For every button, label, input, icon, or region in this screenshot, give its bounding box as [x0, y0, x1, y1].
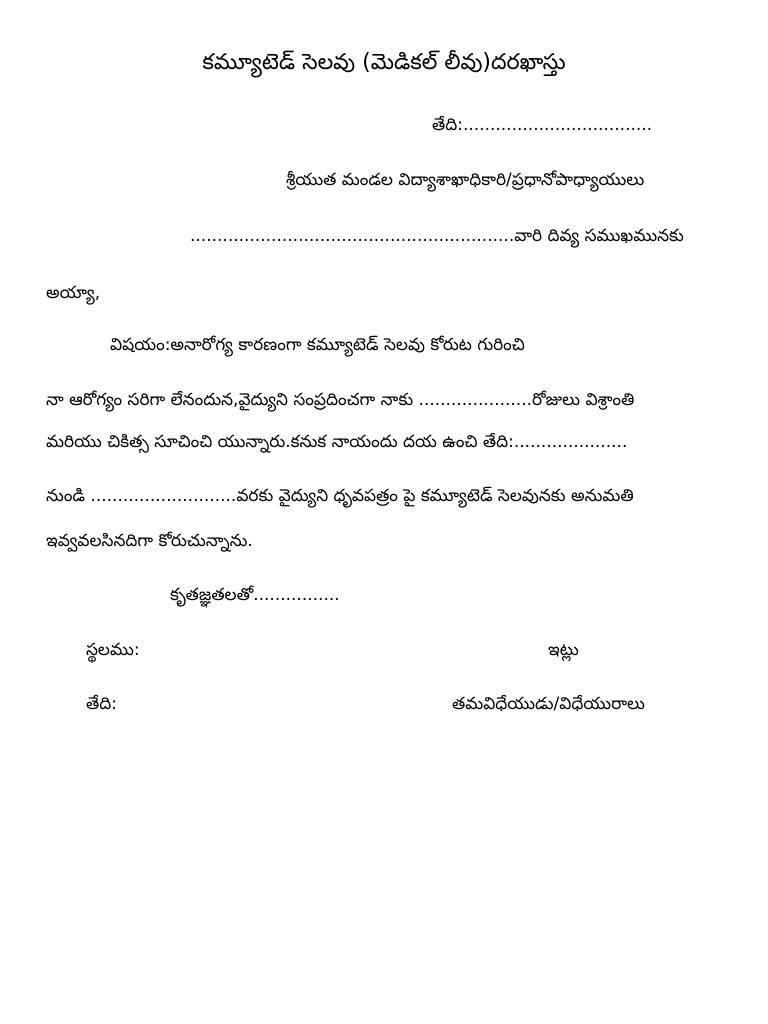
place-label: స్థలము:: [86, 640, 140, 660]
signature-title: తమవిధేయుడు/విధేయురాలు: [452, 694, 645, 714]
body-line-4: ఇవ్వవలసినదిగా కోరుచున్నాను.: [46, 531, 253, 551]
letter-title: కమ్యూటెడ్ సెలవు (మెడికల్ లీవు)దరఖాస్తు: [202, 50, 566, 75]
date-label-bottom: తేది:: [86, 694, 117, 714]
body-line-1: నా ఆరోగ్యం సరిగా లేనందున,వైద్యుని సంప్రదించగా నాకు .....................రోజులు విశ్రాంతి: [46, 390, 635, 410]
addressee-line: శ్రీయుత మండల విద్యాశాఖాధికారి/ప్రధానోపాధ్యాయులు: [286, 170, 645, 190]
body-line-3: నుండి ...........................వరకు వైద్యుని ధృవపత్రం పై కమ్యూటెడ్ సెలవునకు అనుమతి: [46, 486, 634, 506]
date-field-top: తేది:...................................: [432, 115, 653, 135]
subject-line: విషయం:అనారోగ్య కారణంగా కమ్యూటెడ్ సెలవు కోరుట గురించి: [110, 335, 525, 355]
body-line-2: మరియు చికిత్స సూచించి యున్నారు.కనుక నాయందు దయ ఉంచి తేది:.....................: [46, 432, 628, 452]
closing-thanks: కృతజ్ఞతలతో................: [170, 585, 340, 605]
salutation: అయ్యా,: [46, 283, 101, 303]
presence-line: ............................................................వారి దివ్య సముఖమునకు: [190, 226, 684, 246]
signature-intro: ఇట్లు: [548, 640, 579, 660]
